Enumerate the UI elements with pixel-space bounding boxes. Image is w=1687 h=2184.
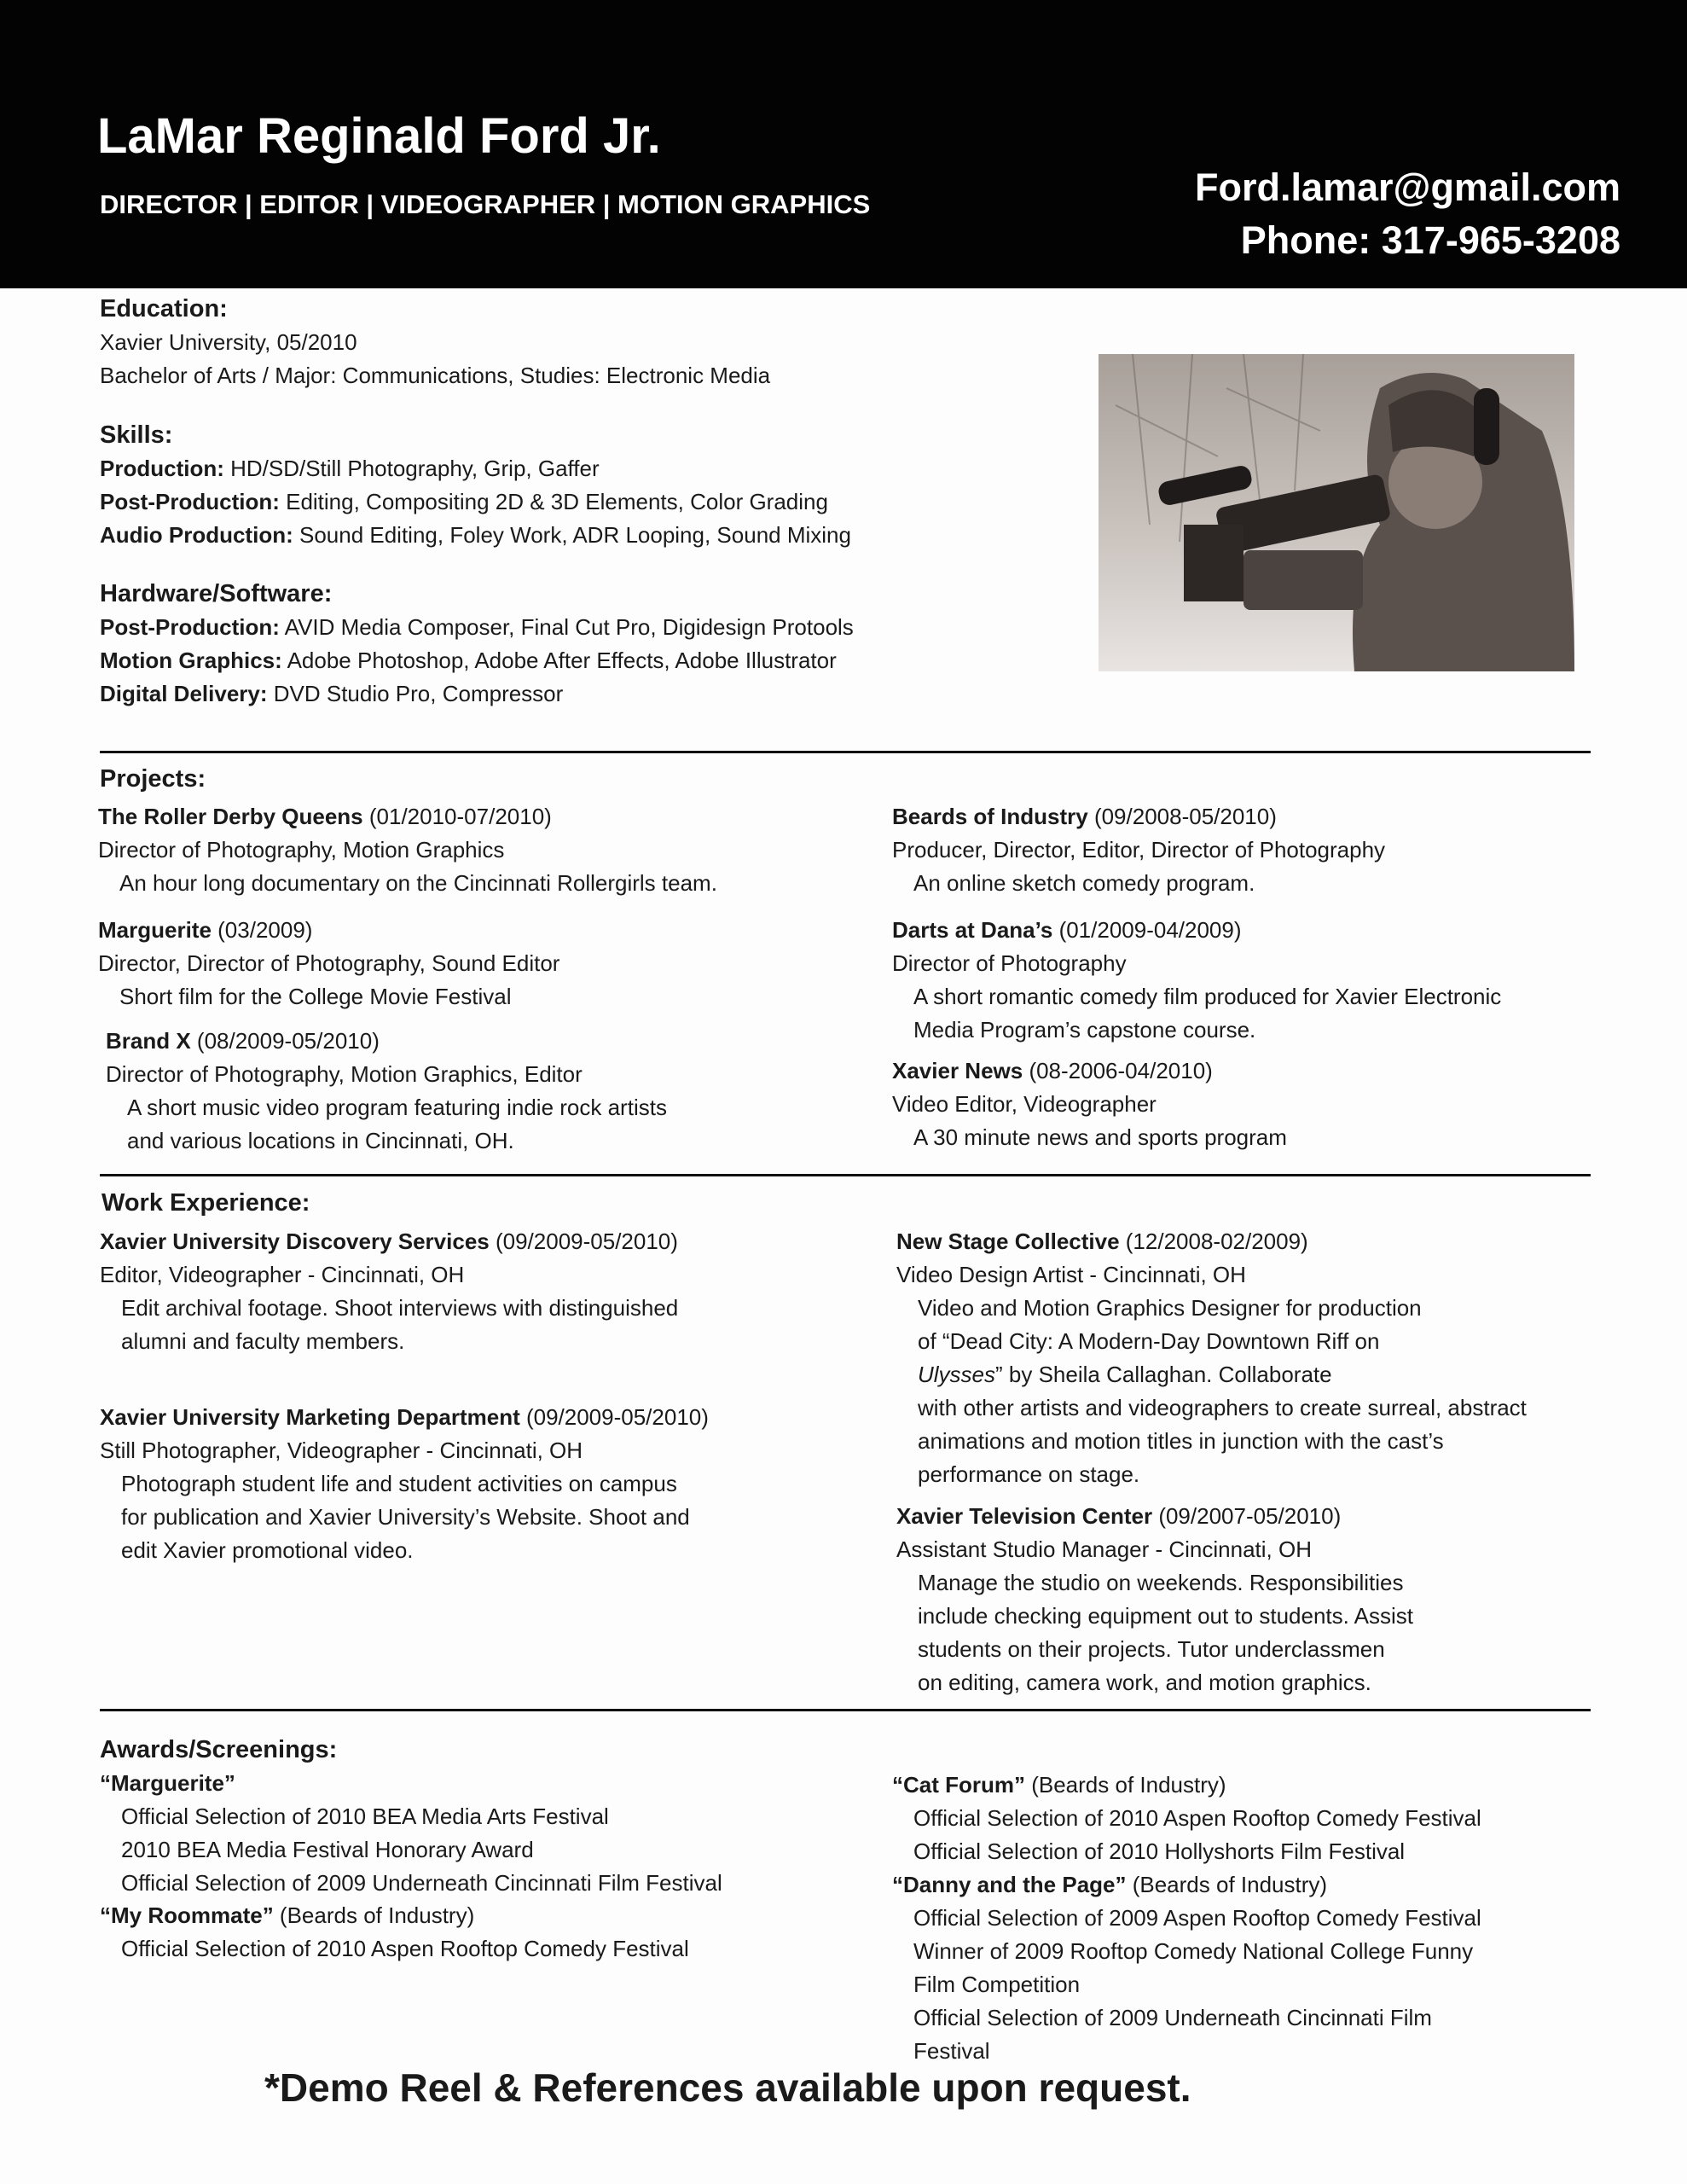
entry-description: A short music video program featuring indie rock artists — [127, 1095, 667, 1120]
entry-description: for publication and Xavier University’s Website. Shoot and — [121, 1504, 690, 1530]
award-heading — [892, 1868, 1481, 1902]
candidate-name: LaMar Reginald Ford Jr. — [97, 108, 661, 164]
award-title: “My Roommate” — [100, 1902, 274, 1928]
entry-title: Darts at Dana’s — [892, 917, 1053, 943]
description-text: ” by Sheila Callaghan. Collaborate — [995, 1362, 1332, 1387]
award-item: Official Selection of 2010 Aspen Rooftop Comedy Festival — [913, 1805, 1481, 1831]
award-item: Official Selection of 2010 Hollyshorts Film Festival — [913, 1838, 1406, 1864]
entry-dates: (08-2006-04/2010) — [1023, 1058, 1213, 1083]
entry-role: Director of Photography, Motion Graphics, Editor — [106, 1061, 583, 1087]
award-entry — [892, 1868, 1481, 2068]
skills-item — [100, 519, 851, 552]
skills-value: Editing, Compositing 2D & 3D Elements, Color Grading — [279, 489, 828, 514]
entry-description: animations and motion titles in junction with the cast’s — [918, 1428, 1444, 1454]
section-divider — [100, 751, 1591, 753]
section-divider — [100, 1174, 1591, 1176]
entry-description: An online sketch comedy program. — [913, 870, 1255, 896]
award-item: Official Selection of 2009 Aspen Rooftop Comedy Festival — [913, 1905, 1481, 1931]
award-heading — [100, 1899, 689, 1932]
hardware-heading: Hardware/Software: — [100, 580, 333, 607]
entry-title: Xavier News — [892, 1058, 1023, 1083]
entry-role: Director of Photography — [892, 950, 1127, 976]
entry-dates: (09/2009-05/2010) — [489, 1228, 678, 1254]
skills-heading: Skills: — [100, 421, 173, 449]
entry-dates: (09/2008-05/2010) — [1087, 804, 1277, 829]
entry-description — [896, 1358, 1527, 1391]
award-entry — [892, 1769, 1481, 1868]
hardware-value: DVD Studio Pro, Compressor — [267, 681, 564, 706]
hardware-label: Digital Delivery: — [100, 681, 268, 706]
award-note: (Beards of Industry) — [273, 1902, 475, 1928]
education-heading: Education: — [100, 295, 228, 322]
entry-role: Director of Photography, Motion Graphics — [98, 837, 505, 863]
work-heading: Work Experience: — [101, 1189, 310, 1217]
entry-dates: (01/2009-04/2009) — [1052, 917, 1242, 943]
awards-heading: Awards/Screenings: — [100, 1736, 338, 1763]
entry-heading — [106, 1025, 667, 1058]
entry-title: Xavier University Marketing Department — [100, 1404, 520, 1430]
award-title: “Cat Forum” — [892, 1772, 1025, 1798]
entry-heading — [896, 1225, 1527, 1258]
entry-description: Video and Motion Graphics Designer for production — [918, 1295, 1422, 1321]
email-address[interactable]: Ford.lamar@gmail.com — [1195, 166, 1620, 209]
section-divider — [100, 1709, 1591, 1711]
award-title: “Marguerite” — [100, 1770, 235, 1796]
entry-role: Video Editor, Videographer — [892, 1091, 1157, 1117]
entry-role: Director, Director of Photography, Sound Editor — [98, 950, 560, 976]
skills-label: Audio Production: — [100, 522, 293, 548]
entry-description: Media Program’s capstone course. — [913, 1017, 1256, 1043]
entry-dates: (08/2009-05/2010) — [190, 1028, 380, 1054]
award-item: Official Selection of 2010 BEA Media Arts Festival — [121, 1804, 609, 1829]
project-entry — [892, 914, 1501, 1047]
award-item: Film Competition — [913, 1972, 1081, 1997]
entry-description: and various locations in Cincinnati, OH. — [127, 1128, 514, 1153]
entry-description: include checking equipment out to students. Assist — [918, 1603, 1414, 1629]
entry-title: Xavier Television Center — [896, 1503, 1153, 1529]
entry-title: New Stage Collective — [896, 1228, 1120, 1254]
hardware-label: Motion Graphics: — [100, 648, 282, 673]
job-entry — [100, 1401, 709, 1567]
entry-heading — [100, 1225, 678, 1258]
demo-reel-note: *Demo Reel & References available upon request. — [264, 2065, 1191, 2110]
entry-dates: (01/2010-07/2010) — [362, 804, 552, 829]
header-banner — [0, 0, 1687, 288]
entry-role: Video Design Artist - Cincinnati, OH — [896, 1262, 1246, 1287]
projects-heading: Projects: — [100, 765, 206, 793]
skills-label: Production: — [100, 456, 224, 481]
project-entry — [98, 800, 717, 900]
award-item: Winner of 2009 Rooftop Comedy National College Funny — [913, 1938, 1474, 1964]
entry-heading — [98, 800, 717, 834]
hardware-value: Adobe Photoshop, Adobe After Effects, Adobe Illustrator — [281, 648, 837, 673]
entry-heading — [896, 1500, 1413, 1533]
job-entry — [896, 1225, 1527, 1491]
entry-heading — [100, 1401, 709, 1434]
award-item: Festival — [913, 2038, 990, 2064]
entry-dates: (09/2009-05/2010) — [519, 1404, 709, 1430]
entry-dates: (09/2007-05/2010) — [1152, 1503, 1342, 1529]
entry-dates: (03/2009) — [211, 917, 313, 943]
entry-description: Photograph student life and student activities on campus — [121, 1471, 677, 1496]
entry-description: edit Xavier promotional video. — [121, 1537, 414, 1563]
entry-description: with other artists and videographers to create surreal, abstract — [918, 1395, 1527, 1420]
entry-description: students on their projects. Tutor underclassmen — [918, 1636, 1385, 1662]
project-entry — [892, 1054, 1287, 1154]
entry-description: An hour long documentary on the Cincinnati Rollergirls team. — [119, 870, 717, 896]
entry-description: of “Dead City: A Modern-Day Downtown Riff on — [918, 1328, 1380, 1354]
entry-role: Producer, Director, Editor, Director of Photography — [892, 837, 1386, 863]
entry-description: performance on stage. — [918, 1461, 1140, 1487]
award-item: Official Selection of 2009 Underneath Cincinnati Film Festival — [121, 1870, 722, 1896]
entry-description: alumni and faculty members. — [121, 1328, 405, 1354]
entry-description: Short film for the College Movie Festival — [119, 984, 512, 1009]
skills-item — [100, 452, 851, 485]
hardware-item — [100, 644, 854, 677]
entry-role: Editor, Videographer - Cincinnati, OH — [100, 1262, 465, 1287]
award-entry — [100, 1767, 722, 1900]
entry-dates: (12/2008-02/2009) — [1119, 1228, 1308, 1254]
skills-value: Sound Editing, Foley Work, ADR Looping, Sound Mixing — [293, 522, 851, 548]
hardware-list — [100, 611, 854, 711]
entry-title: Brand X — [106, 1028, 191, 1054]
entry-heading — [892, 1054, 1287, 1088]
hardware-label: Post-Production: — [100, 614, 280, 640]
hardware-value: AVID Media Composer, Final Cut Pro, Digidesign Protools — [279, 614, 854, 640]
award-item: 2010 BEA Media Festival Honorary Award — [121, 1837, 534, 1862]
award-heading — [892, 1769, 1481, 1802]
entry-title: Beards of Industry — [892, 804, 1088, 829]
job-entry — [896, 1500, 1413, 1699]
award-item: Official Selection of 2010 Aspen Rooftop Comedy Festival — [121, 1936, 689, 1961]
skills-item — [100, 485, 851, 519]
skills-label: Post-Production: — [100, 489, 280, 514]
hardware-item — [100, 611, 854, 644]
award-note: (Beards of Industry) — [1126, 1872, 1328, 1897]
entry-role: Still Photographer, Videographer - Cincinnati, OH — [100, 1438, 583, 1463]
award-heading — [100, 1767, 722, 1800]
education-section — [100, 326, 770, 392]
education-degree: Bachelor of Arts / Major: Communications, Studies: Electronic Media — [100, 363, 771, 388]
award-title: “Danny and the Page” — [892, 1872, 1127, 1897]
italic-title: Ulysses — [918, 1362, 996, 1387]
job-titles: DIRECTOR | EDITOR | VIDEOGRAPHER | MOTION GRAPHICS — [100, 189, 871, 219]
entry-description: Edit archival footage. Shoot interviews with distinguished — [121, 1295, 679, 1321]
hardware-item — [100, 677, 854, 711]
project-entry — [106, 1025, 667, 1158]
entry-description: on editing, camera work, and motion graphics. — [918, 1670, 1371, 1695]
project-entry — [98, 914, 559, 1014]
award-note: (Beards of Industry) — [1025, 1772, 1226, 1798]
phone-number: Phone: 317-965-3208 — [1240, 218, 1620, 262]
profile-photo — [1099, 354, 1574, 671]
award-item: Official Selection of 2009 Underneath Cincinnati Film — [913, 2005, 1432, 2030]
entry-title: Xavier University Discovery Services — [100, 1228, 490, 1254]
entry-title: The Roller Derby Queens — [98, 804, 363, 829]
skills-value: HD/SD/Still Photography, Grip, Gaffer — [223, 456, 600, 481]
entry-role: Assistant Studio Manager - Cincinnati, OH — [896, 1536, 1312, 1562]
award-entry — [100, 1899, 689, 1966]
skills-list — [100, 452, 851, 552]
education-school: Xavier University, 05/2010 — [100, 329, 357, 355]
entry-heading — [892, 800, 1385, 834]
project-entry — [892, 800, 1385, 900]
entry-title: Marguerite — [98, 917, 212, 943]
entry-description: A short romantic comedy film produced for Xavier Electronic — [913, 984, 1502, 1009]
entry-description: Manage the studio on weekends. Responsibilities — [918, 1570, 1404, 1595]
entry-heading — [98, 914, 559, 947]
entry-heading — [892, 914, 1501, 947]
entry-description: A 30 minute news and sports program — [913, 1124, 1287, 1150]
job-entry — [100, 1225, 678, 1358]
